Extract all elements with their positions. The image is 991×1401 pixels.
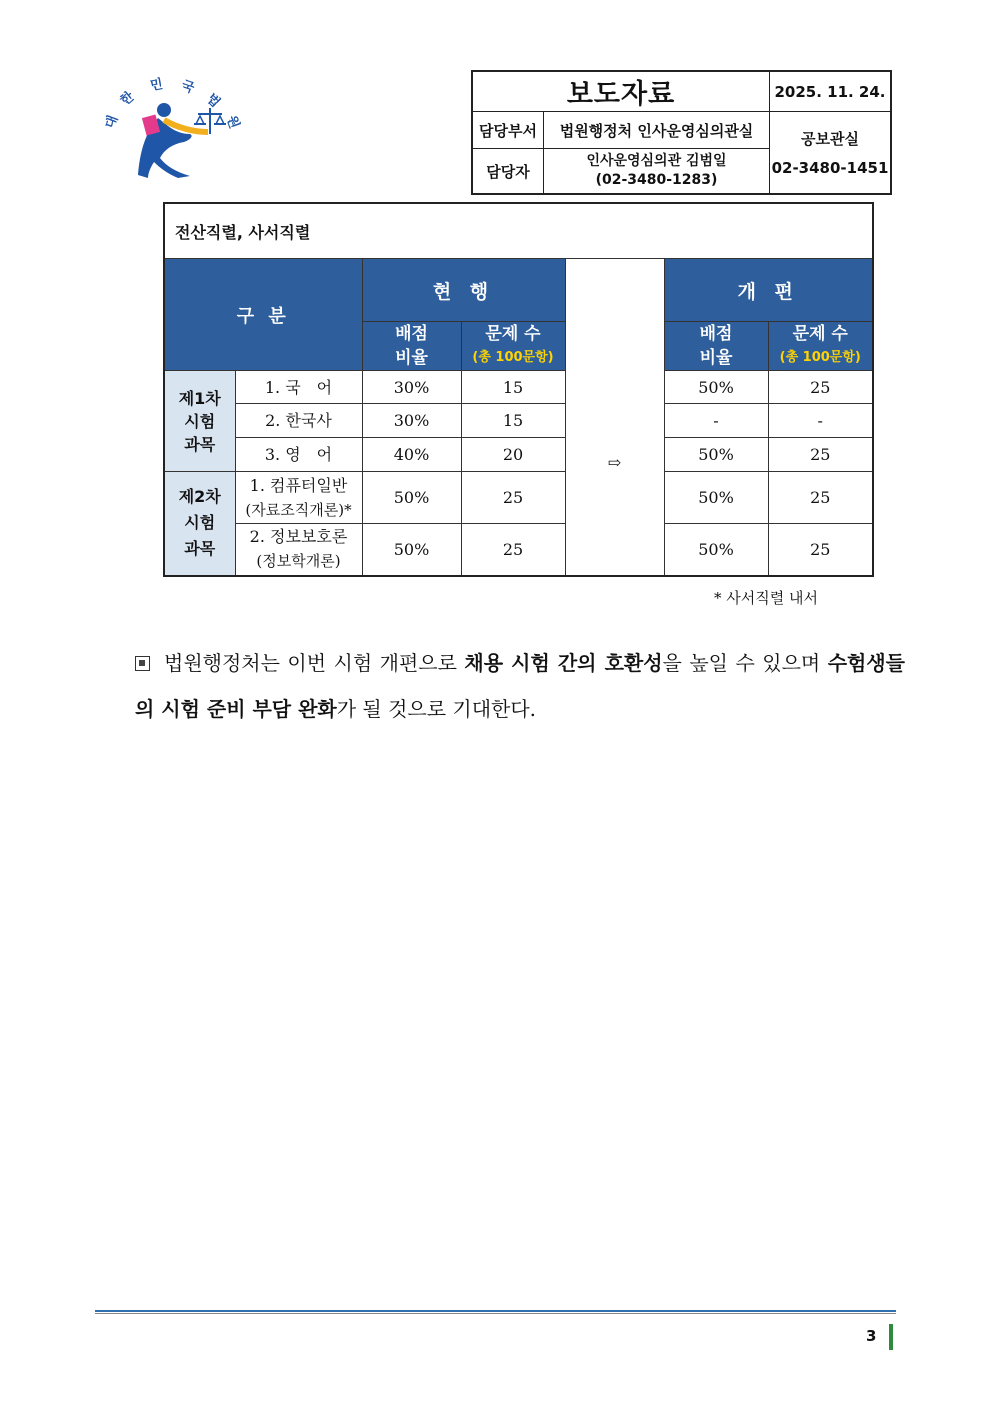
count-line2: (총 100문항) [472, 350, 554, 365]
cur-count-cell: 25 [461, 472, 565, 524]
new-ratio-cell: 50% [664, 524, 768, 576]
table-row [164, 472, 873, 524]
press-release-header [471, 70, 892, 195]
cur-count-cell: 15 [461, 404, 565, 438]
subject-cell [235, 472, 362, 524]
dept-label: 담당부서 [472, 112, 544, 149]
table-footnote: * 사서직렬 내서 [714, 589, 818, 607]
table-row [164, 404, 873, 438]
cur-count-header [461, 322, 565, 371]
cur-count-cell: 20 [461, 438, 565, 472]
new-ratio-cell: - [664, 404, 768, 438]
para-text: 법원행정처는 이번 시험 개편으로 [164, 651, 465, 675]
cur-count-cell: 25 [461, 524, 565, 576]
logo-char: 민 [149, 76, 165, 94]
new-count-cell: 25 [768, 472, 873, 524]
pr-office-cell [770, 112, 892, 195]
ratio-line1: 배점 [395, 324, 428, 344]
release-date: 2025. 11. 24. [770, 71, 892, 112]
revised-label: 개 편 [737, 280, 799, 303]
para-bold: 채용 시험 간의 호환성 [464, 651, 663, 675]
cur-ratio-cell: 40% [362, 438, 461, 472]
count-line1: 문제 수 [792, 324, 848, 344]
page-number-bar [889, 1324, 893, 1350]
page-number: 3 [866, 1327, 877, 1345]
logo-char: 원 [223, 113, 242, 131]
new-count-cell: 25 [768, 371, 873, 404]
subject-name: 1. 컴퓨터일반 [249, 475, 348, 495]
new-ratio-cell: 50% [664, 472, 768, 524]
pr-office: 공보관실 [801, 130, 859, 148]
body-paragraph [135, 640, 905, 732]
new-ratio-cell: 50% [664, 438, 768, 472]
contact-label: 담당자 [472, 149, 544, 195]
para-text: 을 높일 수 있으며 [662, 651, 828, 675]
category-header: 구 분 [164, 259, 362, 371]
subject-cell: 2. 한국사 [235, 404, 362, 438]
group-label: 제1차 시험 과목 [164, 371, 235, 472]
right-arrow-icon: ⇨ [607, 453, 622, 473]
square-bullet-icon [135, 656, 150, 671]
subject-cell: 1. 국 어 [235, 371, 362, 404]
cur-ratio-cell: 50% [362, 524, 461, 576]
arrow-cell [565, 259, 664, 576]
dept-value: 법원행정처 인사운영심의관실 [544, 112, 770, 149]
subject-alt: (자료조직개론)* [245, 500, 352, 519]
count-line1: 문제 수 [485, 324, 541, 344]
ratio-line1: 배점 [699, 324, 733, 344]
new-count-header [768, 322, 873, 371]
cur-count-cell: 15 [461, 371, 565, 404]
contact-name: 인사운영심의관 김범일 [586, 153, 727, 169]
logo-char: 국 [179, 78, 197, 97]
footer-rule [95, 1310, 896, 1312]
new-count-cell: 25 [768, 524, 873, 576]
count-line2: (총 100문항) [779, 350, 861, 365]
current-label: 현 행 [432, 280, 495, 303]
table-row [164, 438, 873, 472]
para-bold: 수험생들의 시험 준비 부담 완화 [135, 651, 905, 721]
revised-header [664, 259, 873, 322]
new-ratio-header [664, 322, 768, 371]
cur-ratio-header [362, 322, 461, 371]
exam-comparison-table [163, 202, 874, 577]
table-row [164, 371, 873, 404]
group-label: 제2차 시험 과목 [164, 472, 235, 576]
logo-char: 한 [117, 89, 138, 109]
pr-phone: 02-3480-1451 [771, 159, 889, 177]
contact-cell [544, 149, 770, 195]
table-caption: 전산직렬, 사서직렬 [164, 203, 873, 259]
contact-phone: (02-3480-1283) [595, 172, 718, 188]
cur-ratio-cell: 50% [362, 472, 461, 524]
document-title: 보도자료 [472, 71, 770, 112]
cur-ratio-cell: 30% [362, 404, 461, 438]
new-ratio-cell: 50% [664, 371, 768, 404]
table-row [164, 524, 873, 576]
cur-ratio-cell: 30% [362, 371, 461, 404]
subject-cell [235, 524, 362, 576]
para-text: 가 될 것으로 기대한다. [336, 697, 537, 721]
current-header [362, 259, 565, 322]
new-count-cell: - [768, 404, 873, 438]
court-logo [98, 70, 248, 185]
ratio-line2: 비율 [395, 348, 428, 368]
subject-cell: 3. 영 어 [235, 438, 362, 472]
new-count-cell: 25 [768, 438, 873, 472]
subject-alt: (정보학개론) [256, 552, 341, 571]
logo-char: 법 [203, 91, 223, 111]
footer-rule-thin [95, 1313, 896, 1314]
logo-char: 대 [102, 113, 122, 131]
subject-name: 2. 정보보호론 [249, 527, 348, 547]
ratio-line2: 비율 [699, 348, 733, 368]
